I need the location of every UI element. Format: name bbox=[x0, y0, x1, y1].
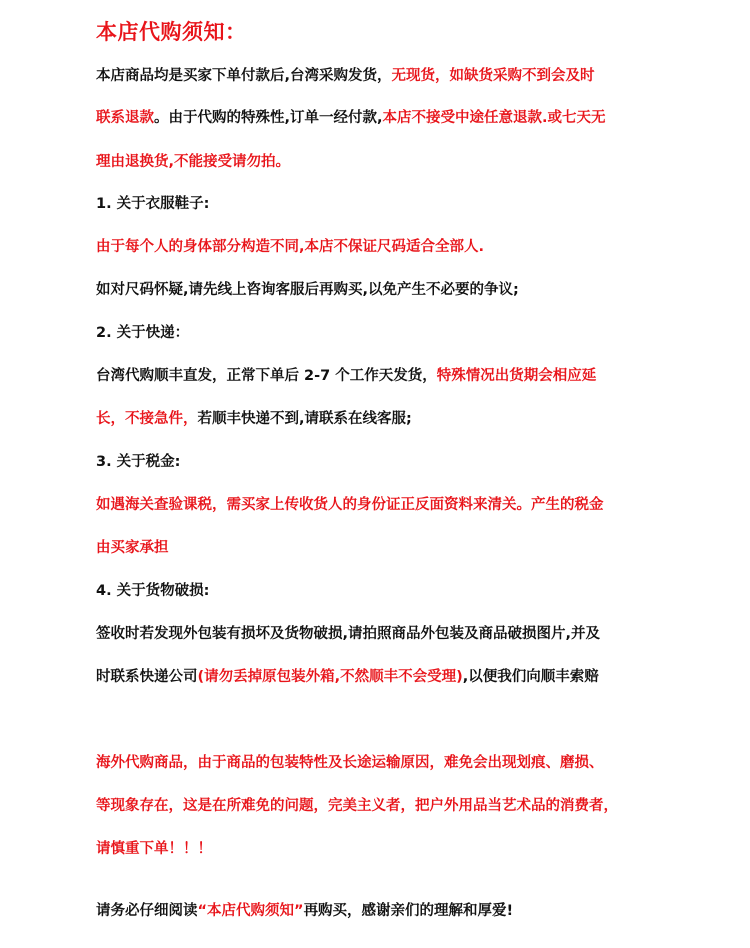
section-4-heading: 4. 关于货物破损: bbox=[96, 583, 210, 599]
section-2-highlight: 长，不接急件， bbox=[96, 411, 198, 427]
closing-line bbox=[96, 900, 513, 922]
section-1-black-line: 如对尺码怀疑,请先线上咨询客服后再购买,以免产生不必要的争议; bbox=[96, 282, 519, 298]
section-3-heading: 3. 关于税金: bbox=[96, 454, 181, 470]
section-2-line-1 bbox=[96, 365, 596, 387]
section-1-heading: 1. 关于衣服鞋子: bbox=[96, 196, 210, 212]
section-1-red-line: 由于每个人的身体部分构造不同,本店不保证尺码适合全部人. bbox=[96, 239, 485, 255]
intro-highlight: 本店不接受中途任意退款.或七天无 bbox=[382, 110, 606, 126]
closing-text: 再购买，感谢亲们的理解和厚爱! bbox=[303, 903, 514, 919]
section-4-line-2 bbox=[96, 666, 599, 688]
intro-line-3: 理由退换货,不能接受请勿拍。 bbox=[96, 154, 291, 170]
overseas-line-1: 海外代购商品，由于商品的包装特性及长途运输原因，难免会出现划痕、磨损、 bbox=[96, 755, 604, 771]
closing-text: 请务必仔细阅读 bbox=[96, 903, 198, 919]
overseas-line-3: 请慎重下单！！！ bbox=[96, 841, 212, 857]
section-2-text: 若顺丰快递不到,请联系在线客服; bbox=[197, 411, 412, 427]
section-4-highlight: (请勿丢掉原包装外箱,不然顺丰不会受理) bbox=[197, 669, 463, 685]
intro-text: 本店商品均是买家下单付款后,台湾采购发货， bbox=[96, 68, 392, 84]
section-3-line-2: 由买家承担 bbox=[96, 540, 169, 556]
intro-line-2 bbox=[96, 107, 606, 129]
section-2-heading: 2. 关于快递： bbox=[96, 325, 190, 341]
page-title: 本店代购须知： bbox=[96, 20, 247, 44]
intro-line-1 bbox=[96, 65, 595, 87]
intro-highlight: 联系退款 bbox=[96, 110, 154, 126]
section-4-line-1: 签收时若发现外包装有损坏及货物破损,请拍照商品外包装及商品破损图片,并及 bbox=[96, 626, 601, 642]
overseas-line-2: 等现象存在，这是在所难免的问题，完美主义者，把户外用品当艺术品的消费者， bbox=[96, 798, 618, 814]
section-2-highlight: 特殊情况出货期会相应延 bbox=[436, 368, 597, 384]
section-4-text: ,以便我们向顺丰索赔 bbox=[462, 669, 599, 685]
intro-text: 。由于代购的特殊性,订单一经付款, bbox=[154, 110, 383, 126]
intro-highlight: 无现货，如缺货采购不到会及时 bbox=[391, 68, 595, 84]
closing-highlight: “本店代购须知” bbox=[197, 903, 304, 919]
section-3-line-1: 如遇海关查验课税，需买家上传收货人的身份证正反面资料来清关。产生的税金 bbox=[96, 497, 604, 513]
section-4-text: 时联系快递公司 bbox=[96, 669, 198, 685]
section-2-text: 台湾代购顺丰直发，正常下单后 2-7 个工作天发货， bbox=[96, 368, 437, 384]
section-2-line-2 bbox=[96, 408, 412, 430]
